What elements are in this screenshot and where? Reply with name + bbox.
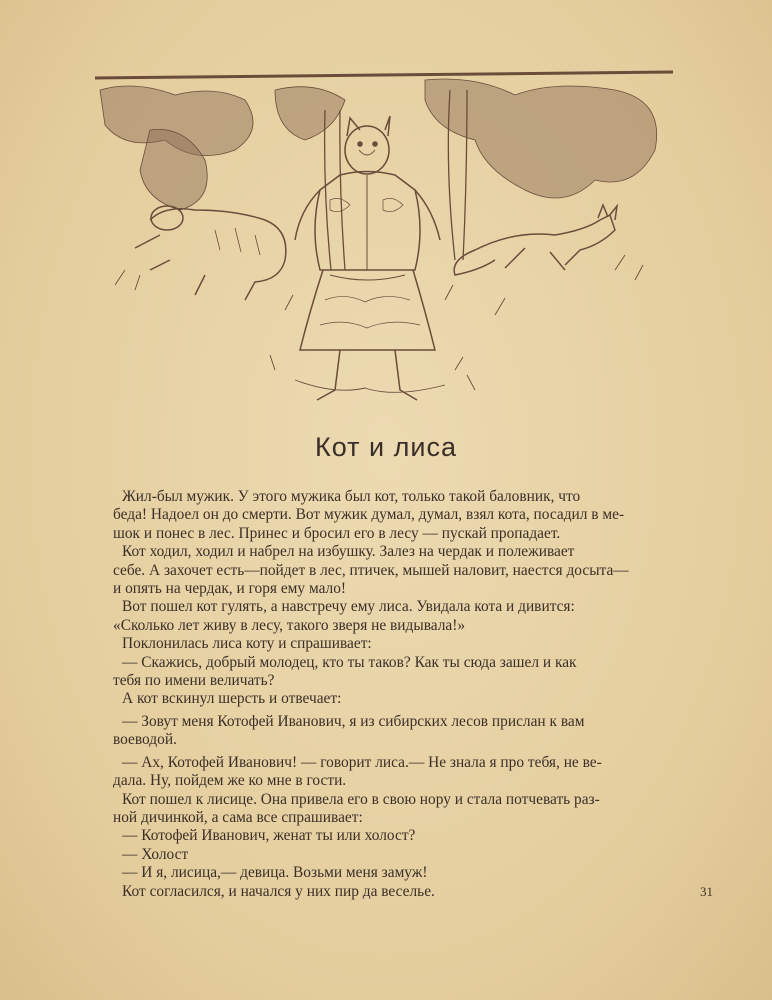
text-line: воеводой.: [113, 731, 177, 749]
text-line: тебя по имени величать?: [113, 672, 275, 690]
text-line: шок и понес в лес. Принес и бросил его в лесу — пускай пропадает.: [113, 524, 561, 542]
text-line: себе. А захочет есть—пойдет в лес, птичек, мышей наловит, наестся досыта—: [113, 561, 629, 579]
story-title: Кот и лиса: [315, 432, 457, 462]
text-line: дала. Ну, пойдем же ко мне в гости.: [113, 772, 347, 790]
cat-fox-forest-illustration: [95, 70, 675, 410]
page-number: 31: [700, 884, 713, 899]
text-line: — Ах, Котофей Иванович! — говорит лиса.— Не знала я про тебя, не ве-: [122, 753, 602, 771]
text-line: — И я, лисица,— девица. Возьми меня замуж!: [122, 864, 428, 882]
story-text: [113, 488, 713, 901]
text-line: — Скажись, добрый молодец, кто ты таков? Как ты сюда зашел и как: [122, 653, 577, 671]
text-line: Кот согласился, и начался у них пир да веселье.: [122, 882, 435, 900]
text-line: беда! Надоел он до смерти. Вот мужик думал, думал, взял кота, посадил в ме-: [113, 506, 625, 524]
text-line: — Котофей Иванович, женат ты или холост?: [122, 827, 416, 845]
text-line: Вот пошел кот гулять, а навстречу ему лиса. Увидала кота и дивится:: [122, 598, 575, 616]
text-line: Поклонилась лиса коту и спрашивает:: [122, 635, 372, 653]
text-line: Кот ходил, ходил и набрел на избушку. Залез на чердак и полеживает: [122, 543, 575, 561]
text-line: — Холост: [122, 845, 189, 863]
text-line: Кот пошел к лисице. Она привела его в свою нору и стала потчевать раз-: [122, 790, 600, 808]
text-line: ной дичинкой, а сама все спрашивает:: [113, 808, 363, 826]
text-line: «Сколько лет живу в лесу, такого зверя не видывала!»: [113, 616, 466, 634]
text-line: и опять на чердак, и горя ему мало!: [113, 580, 347, 598]
text-line: А кот вскинул шерсть и отвечает:: [122, 690, 342, 708]
text-line: Жил-был мужик. У этого мужика был кот, только такой баловник, что: [122, 488, 581, 505]
text-line: — Зовут меня Котофей Иванович, я из сибирских лесов прислан к вам: [122, 712, 585, 730]
